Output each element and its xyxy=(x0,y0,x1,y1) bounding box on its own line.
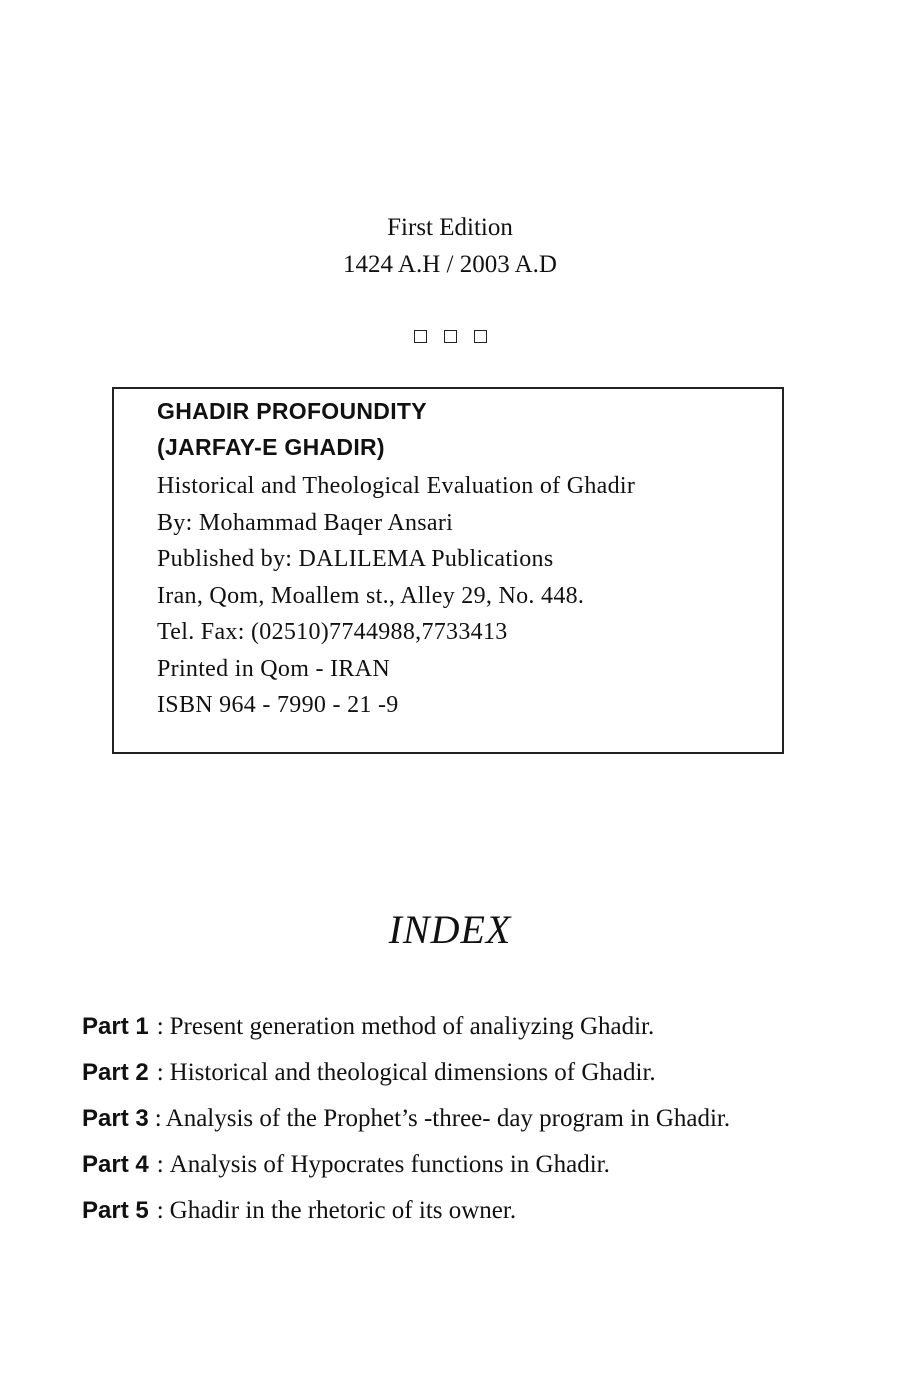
edition-title: First Edition xyxy=(387,214,513,241)
toc-part-label: Part 1 xyxy=(82,1013,149,1040)
isbn: ISBN 964 - 7990 - 21 -9 xyxy=(157,692,399,718)
book-publisher: Published by: DALILEMA Publications xyxy=(157,546,554,572)
publisher-address: Iran, Qom, Moallem st., Alley 29, No. 448. xyxy=(157,583,585,609)
toc-item xyxy=(82,1101,730,1137)
square-icon xyxy=(474,330,487,343)
ornament-divider xyxy=(0,330,900,343)
toc-item xyxy=(82,1055,656,1091)
toc-item xyxy=(82,1193,516,1229)
toc-part-label: Part 3 xyxy=(82,1105,149,1132)
toc-part-label: Part 4 xyxy=(82,1151,149,1178)
toc-part-text: Present generation method of analiyzing Ghadir. xyxy=(169,1013,655,1040)
edition-date: 1424 A.H / 2003 A.D xyxy=(343,251,557,278)
toc-part-label: Part 2 xyxy=(82,1059,149,1086)
toc-separator: : xyxy=(156,1013,164,1040)
square-icon xyxy=(414,330,427,343)
book-subtitle: (JARFAY-E GHADIR) xyxy=(157,434,385,460)
toc-item xyxy=(82,1147,610,1183)
toc-separator: : xyxy=(154,1105,162,1132)
publisher-phone: Tel. Fax: (02510)7744988,7733413 xyxy=(157,619,508,645)
toc-part-text: Historical and theological dimensions of Ghadir. xyxy=(169,1059,656,1086)
toc-part-text: Analysis of Hypocrates functions in Ghadir. xyxy=(169,1151,610,1178)
toc-item xyxy=(82,1009,654,1045)
toc-part-label: Part 5 xyxy=(82,1197,149,1224)
index-heading: INDEX xyxy=(388,907,512,952)
toc-separator: : xyxy=(156,1059,164,1086)
book-author: By: Mohammad Baqer Ansari xyxy=(157,510,454,536)
printed-location: Printed in Qom - IRAN xyxy=(157,656,390,682)
toc-part-text: Ghadir in the rhetoric of its owner. xyxy=(169,1197,517,1224)
toc-separator: : xyxy=(156,1197,164,1224)
book-title: GHADIR PROFOUNDITY xyxy=(157,398,427,424)
book-info-box xyxy=(112,387,784,754)
toc-separator: : xyxy=(156,1151,164,1178)
toc-part-text: Analysis of the Prophet’s -three- day program in Ghadir. xyxy=(165,1105,731,1132)
square-icon xyxy=(444,330,457,343)
book-description: Historical and Theological Evaluation of Ghadir xyxy=(157,473,636,499)
